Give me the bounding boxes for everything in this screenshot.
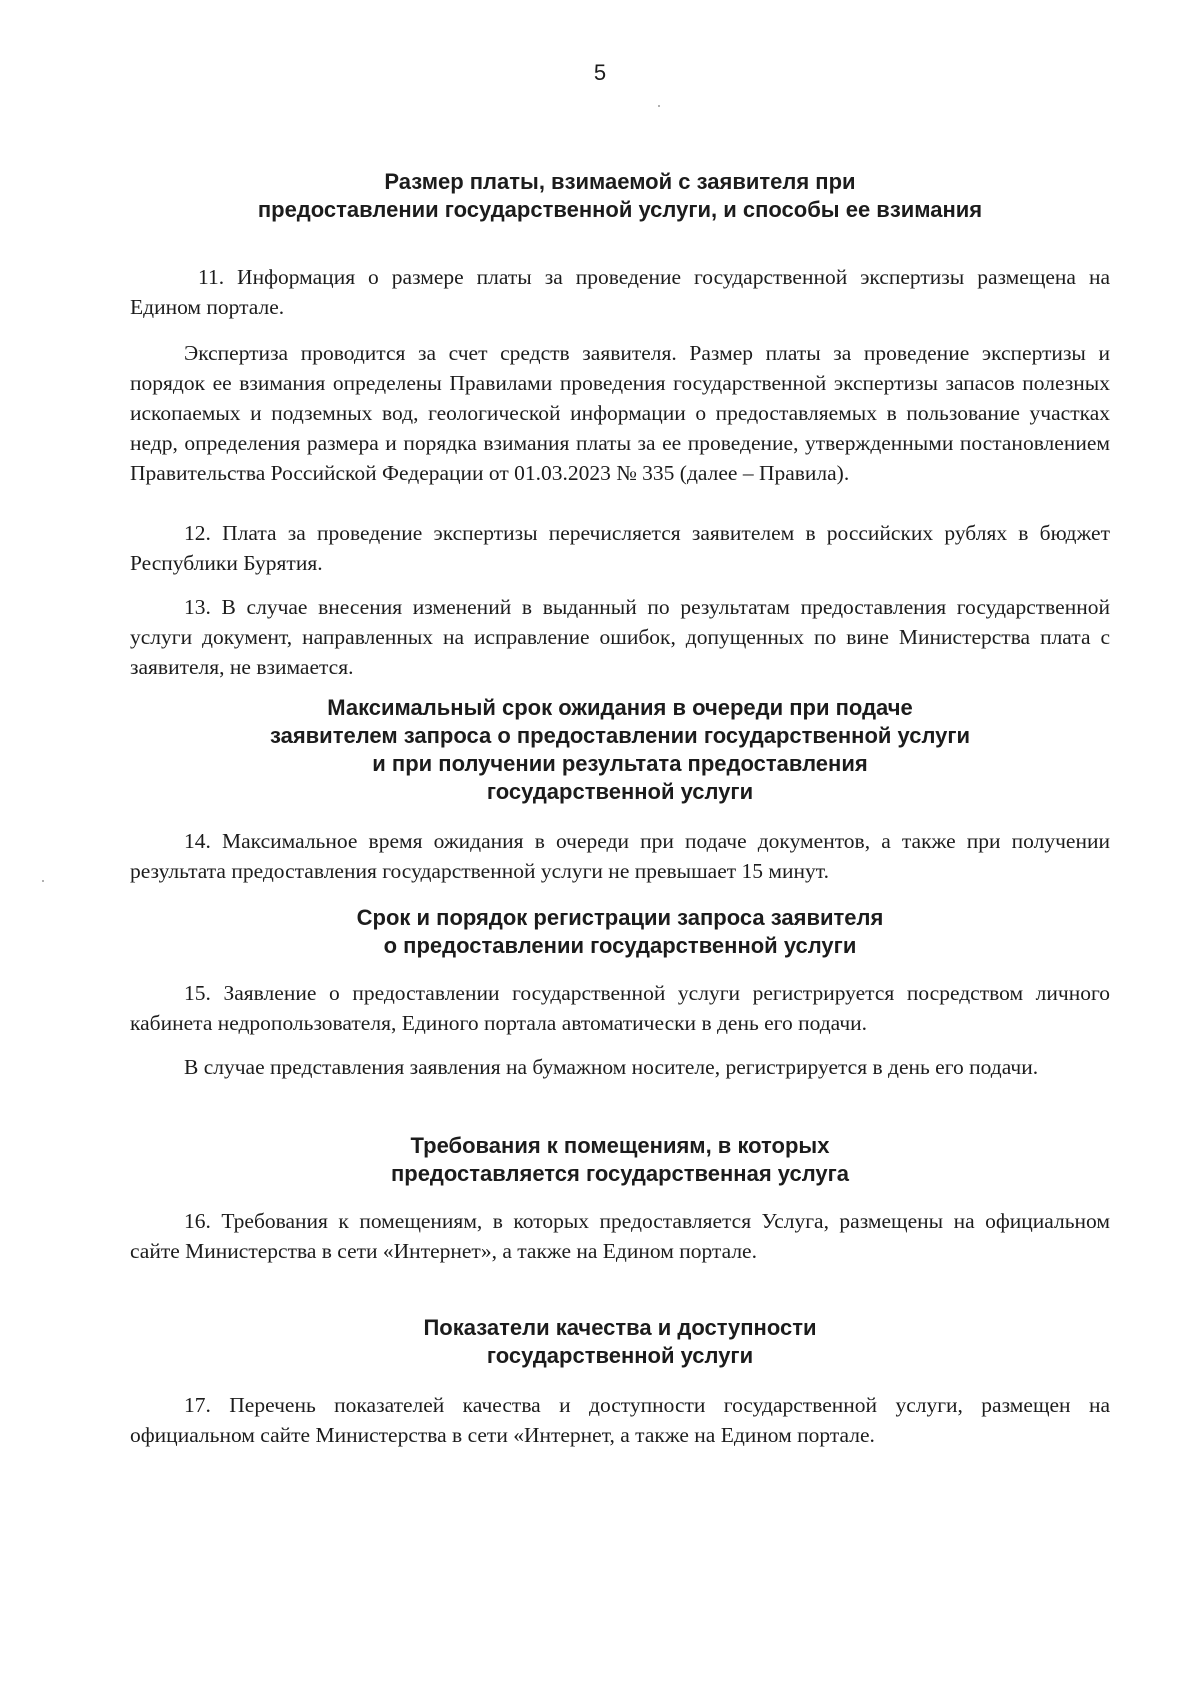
heading-line: о предоставлении государственной услуги xyxy=(383,933,857,958)
heading-line: Срок и порядок регистрации запроса заявителя xyxy=(356,905,884,930)
heading-line: государственной услуги xyxy=(486,779,754,804)
section-heading-premises xyxy=(130,1132,1110,1188)
heading-line: государственной услуги xyxy=(486,1343,754,1368)
paragraph-paper-submission: В случае представления заявления на бумажном носителе, регистрируется в день его подачи. xyxy=(184,1055,1039,1079)
heading-line: предоставлении государственной услуги, и способы ее взимания xyxy=(257,197,983,222)
paragraph-expertise-cost: Экспертиза проводится за счет средств заявителя. Размер платы за проведение экспертизы и порядок ее взимания определены Правилами проведения государственной экспертизы запасов полезных ископаемых и подземных вод, геологической информации о предоставляемых в пользование участках недр, определения размера и порядка взимания платы за ее проведение, утвержденными постановлением Правительства Российской Федерации от 01.03.2023 № 335 (далее – Правила). xyxy=(130,341,1110,485)
heading-line: Показатели качества и доступности xyxy=(423,1315,817,1340)
heading-line: Требования к помещениям, в которых xyxy=(410,1133,830,1158)
section-heading-quality xyxy=(130,1314,1110,1370)
page-number: 5 xyxy=(593,60,607,85)
paragraph-17: 17. Перечень показателей качества и доступности государственной услуги, размещен на официальном сайте Министерства в сети «Интернет, а также на Едином портале. xyxy=(130,1393,1110,1447)
heading-line: заявителем запроса о предоставлении государственной услуги xyxy=(269,723,971,748)
heading-line: Размер платы, взимаемой с заявителя при xyxy=(384,169,856,194)
paragraph-16: 16. Требования к помещениям, в которых предоставляется Услуга, размещены на официальном сайте Министерства в сети «Интернет», а также на Едином портале. xyxy=(130,1209,1110,1263)
paragraph-11: 11. Информация о размере платы за проведение государственной экспертизы размещена на Едином портале. xyxy=(130,265,1110,319)
section-heading-registration xyxy=(130,904,1110,960)
heading-line: Максимальный срок ожидания в очереди при подаче xyxy=(327,695,913,720)
heading-line: и при получении результата предоставления xyxy=(372,751,868,776)
scan-speck xyxy=(42,880,44,882)
paragraph-15: 15. Заявление о предоставлении государственной услуги регистрируется посредством личного кабинета недропользователя, Единого портала автоматически в день его подачи. xyxy=(130,981,1110,1035)
section-heading-queue-time xyxy=(130,694,1110,806)
paragraph-14: 14. Максимальное время ожидания в очереди при подаче документов, а также при получении результата предоставления государственной услуги не превышает 15 минут. xyxy=(130,829,1110,883)
paragraph-12: 12. Плата за проведение экспертизы перечисляется заявителем в российских рублях в бюджет Республики Бурятия. xyxy=(130,521,1110,575)
scan-speck xyxy=(658,105,660,107)
paragraph-13: 13. В случае внесения изменений в выданный по результатам предоставления государственной услуги документ, направленных на исправление ошибок, допущенных по вине Министерства плата с заявителя, не взимается. xyxy=(130,595,1110,679)
section-heading-fee xyxy=(130,168,1110,224)
heading-line: предоставляется государственная услуга xyxy=(390,1161,850,1186)
